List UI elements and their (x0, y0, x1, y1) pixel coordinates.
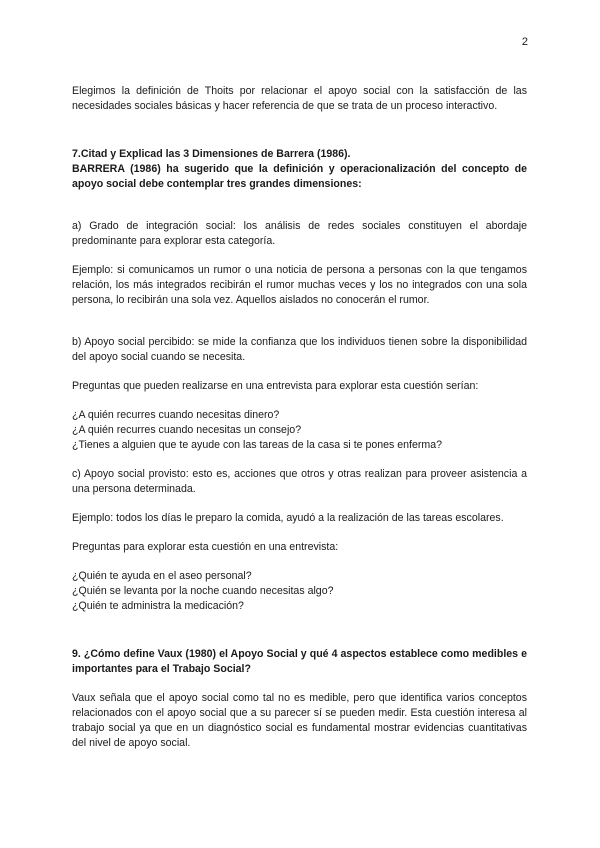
dimension-c-intro: Preguntas para explorar esta cuestión en una entrevista: (72, 541, 339, 553)
list-item: ¿A quién recurres cuando necesitas dinero? (72, 409, 280, 421)
dimension-b-question-list (72, 408, 527, 453)
question-9-answer: Vaux señala que el apoyo social como tal no es medible, pero que identifica varios conceptos relacionados con el apoyo social que a su parecer sí se pueden medir. Esta cuestión interesa al trabajo social ya que en un diagnóstico social es fundamental mostrar evidencias cuantitativas del nivel de apoyo social. (72, 692, 527, 749)
dimension-a-paragraph: a) Grado de integración social: los análisis de redes sociales constituyen el abordaje predominante para explorar esta categoría. (72, 220, 527, 247)
question-7-title: 7.Citad y Explicad las 3 Dimensiones de Barrera (1986). (72, 148, 351, 160)
dimension-c-paragraph: c) Apoyo social provisto: esto es, acciones que otros y otras realizan para proveer asistencia a una persona determinada. (72, 468, 527, 495)
dimension-b-paragraph: b) Apoyo social percibido: se mide la confianza que los individuos tienen sobre la disponibilidad del apoyo social cuando se necesita. (72, 336, 527, 363)
dimension-c-question-list (72, 569, 527, 614)
list-item: ¿Quién te ayuda en el aseo personal? (72, 570, 252, 582)
dimension-a-example: Ejemplo: si comunicamos un rumor o una noticia de persona a personas con la que tengamos relación, los más integrados recibirán el rumor muchas veces y los no integrados con una sola persona, lo recibirán una sola vez. Aquellos aislados no conocerán el rumor. (72, 264, 527, 306)
document-body (72, 84, 527, 751)
question-9-title: 9. ¿Cómo define Vaux (1980) el Apoyo Social y qué 4 aspectos establece como medibles e importantes para el Trabajo Social? (72, 648, 527, 675)
list-item: ¿Quién te administra la medicación? (72, 600, 244, 612)
list-item: ¿Quién se levanta por la noche cuando necesitas algo? (72, 585, 334, 597)
question-7-subtitle: BARRERA (1986) ha sugerido que la definición y operacionalización del concepto de apoyo social debe contemplar tres grandes dimensiones: (72, 163, 527, 190)
dimension-c-example: Ejemplo: todos los días le preparo la comida, ayudó a la realización de las tareas escolares. (72, 512, 504, 524)
list-item: ¿A quién recurres cuando necesitas un consejo? (72, 424, 302, 436)
list-item: ¿Tienes a alguien que te ayude con las tareas de la casa si te pones enferma? (72, 439, 443, 451)
intro-paragraph: Elegimos la definición de Thoits por relacionar el apoyo social con la satisfacción de las necesidades sociales básicas y hacer referencia de que se trata de un proceso interactivo. (72, 85, 527, 112)
dimension-b-intro: Preguntas que pueden realizarse en una entrevista para explorar esta cuestión serían: (72, 380, 479, 392)
page-number: 2 (521, 36, 528, 48)
